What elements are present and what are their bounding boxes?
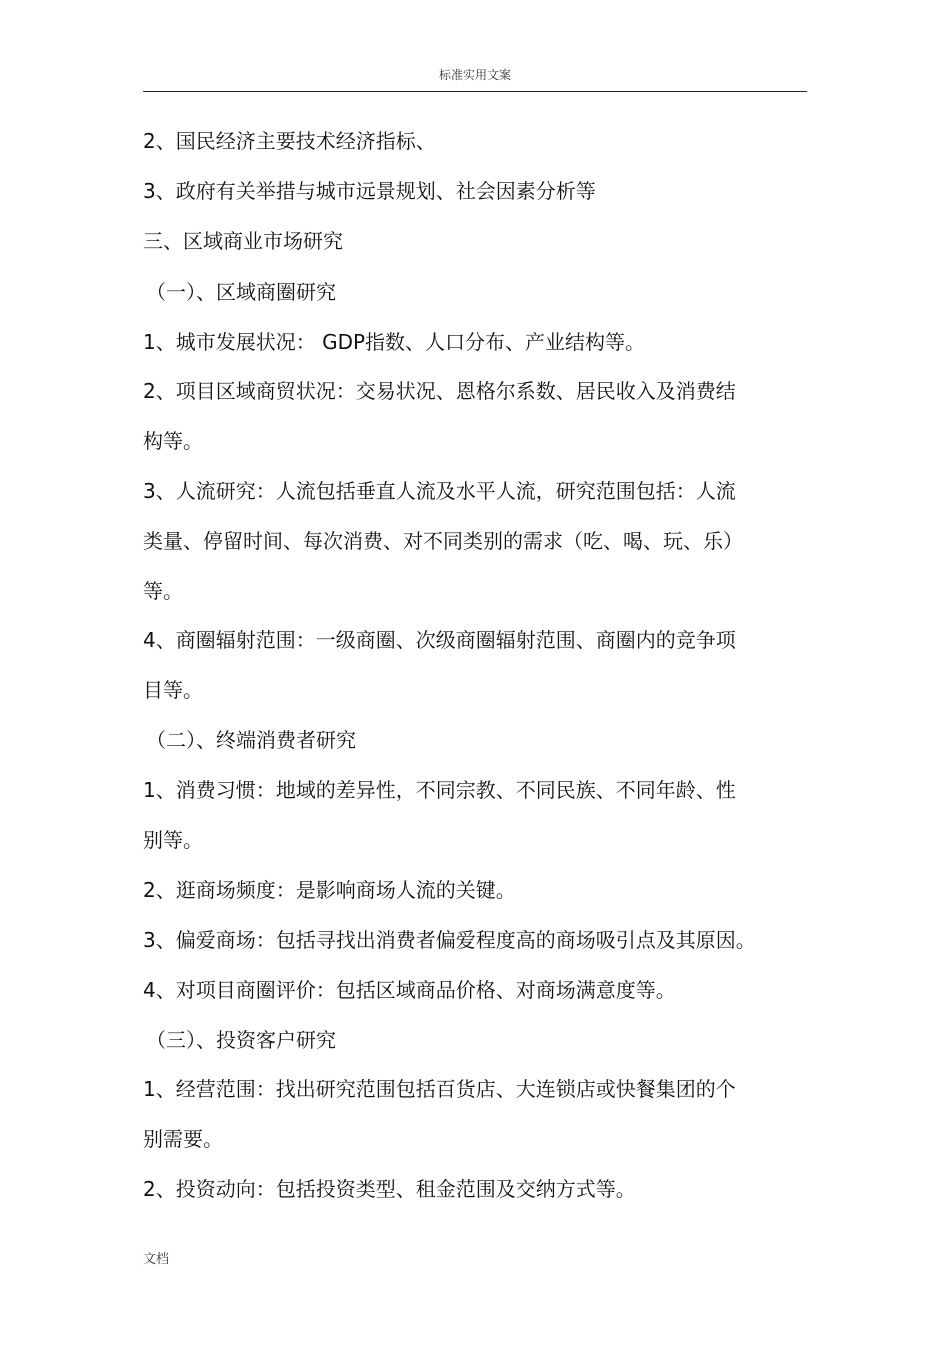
text-line: 2、逛商场频度：是影响商场人流的关键。 bbox=[143, 878, 516, 902]
header-divider bbox=[143, 91, 807, 92]
section-heading: 三、区域商业市场研究 bbox=[143, 229, 343, 253]
text-line: 4、商圈辐射范围：一级商圈、次级商圈辐射范围、商圈内的竞争项 bbox=[143, 628, 736, 652]
text-line: 别等。 bbox=[143, 828, 203, 852]
text-line: 2、投资动向：包括投资类型、租金范围及交纳方式等。 bbox=[143, 1177, 636, 1201]
text-line: 1、经营范围：找出研究范围包括百货店、大连锁店或快餐集团的个 bbox=[143, 1077, 736, 1101]
subsection-heading: （一）、区域商圈研究 bbox=[146, 280, 336, 304]
text-line: 等。 bbox=[143, 579, 183, 603]
text-line: 3、政府有关举措与城市远景规划、社会因素分析等 bbox=[143, 179, 596, 203]
text-line: 3、偏爱商场：包括寻找出消费者偏爱程度高的商场吸引点及其原因。 bbox=[143, 928, 756, 952]
text-line: 构等。 bbox=[143, 429, 203, 453]
text-line: 类量、停留时间、每次消费、对不同类别的需求（吃、喝、玩、乐） bbox=[143, 529, 743, 553]
text-line: 2、国民经济主要技术经济指标、 bbox=[143, 129, 436, 153]
text-line: 1、消费习惯：地域的差异性，不同宗教、不同民族、不同年龄、性 bbox=[143, 778, 736, 802]
text-line: 目等。 bbox=[143, 678, 203, 702]
text-line: 别需要。 bbox=[143, 1127, 223, 1151]
subsection-heading: （三）、投资客户研究 bbox=[146, 1028, 336, 1052]
text-line: 3、人流研究：人流包括垂直人流及水平人流，研究范围包括：人流 bbox=[143, 479, 736, 503]
text-line: 4、对项目商圈评价：包括区域商品价格、对商场满意度等。 bbox=[143, 978, 676, 1002]
text-line: 2、项目区域商贸状况：交易状况、恩格尔系数、居民收入及消费结 bbox=[143, 379, 736, 403]
subsection-heading: （二）、终端消费者研究 bbox=[146, 728, 356, 752]
page-header: 标准实用文案 bbox=[438, 68, 511, 82]
page-footer: 文档 bbox=[143, 1252, 170, 1267]
text-line: 1、城市发展状况： GDP指数、人口分布、产业结构等。 bbox=[143, 330, 646, 354]
